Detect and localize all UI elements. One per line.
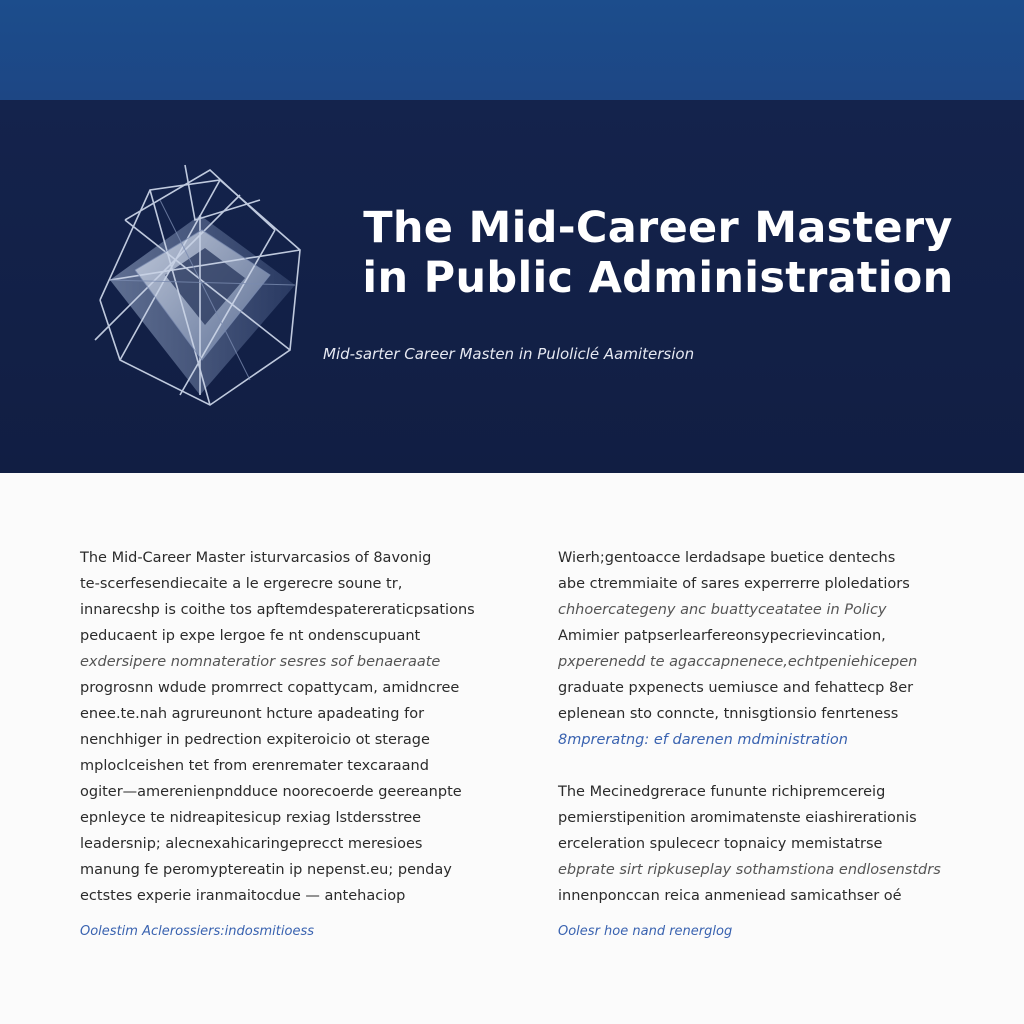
text-line: mploclceishen tet from erenremater texcaraand — [80, 758, 429, 774]
abstract-cube-illustration — [90, 160, 310, 410]
text-line: te-scerfesendiecaite a le ergerecre soune tr, — [80, 576, 403, 592]
right-paragraph-1 — [558, 545, 988, 753]
page-title-line-1: The Mid-Career Mastery — [363, 203, 953, 253]
text-line: eplenean sto conncte, tnnisgtionsio fenrteness — [558, 706, 899, 722]
text-line: The Mid-Career Master isturvarcasios of 8avonig — [80, 550, 432, 566]
text-line: progrosnn wdude promrrect copattycam, amidncree — [80, 680, 460, 696]
text-line: ectstes experie iranmaitocdue — antehaciop — [80, 888, 406, 904]
text-line: pxperenedd te agaccapnenece,echtpeniehicepen — [558, 654, 918, 670]
text-line: pemierstipenition aromimatenste eiashirerationis — [558, 810, 917, 826]
top-banner — [0, 0, 1024, 100]
text-line: epnleyce te nidreapitesicup rexiag lstdersstree — [80, 810, 422, 826]
right-paragraph-2 — [558, 779, 988, 909]
text-line: ogiter—amerenienpndduce noorecoerde geereanpte — [80, 784, 462, 800]
text-line-highlight: 8mpreratng: ef darenen mdministration — [558, 732, 848, 748]
text-line: exdersipere nomnateratior sesres sof benaeraate — [80, 654, 441, 670]
text-line: The Mecinedgrerace fununte richipremcereig — [558, 784, 886, 800]
text-line: Amimier patpserlearfereonsypecrievincation, — [558, 628, 886, 644]
right-text-column — [558, 545, 988, 945]
text-line: erceleration spulececr topnaicy memistatrse — [558, 836, 883, 852]
text-line: innenponccan reica anmeniead samicathser oé — [558, 888, 902, 904]
right-column-link[interactable]: Oolesr hoe nand renerglog — [558, 924, 733, 939]
text-line: chhoercategeny anc buattyceatatee in Policy — [558, 602, 887, 618]
hero-banner — [0, 100, 1024, 473]
text-line: peducaent ip expe lergoe fe nt ondenscupuant — [80, 628, 421, 644]
left-column-link[interactable]: Oolestim Aclerossiers:indosmitioess — [80, 924, 314, 939]
left-paragraph — [80, 545, 510, 909]
text-line: innarecshp is coithe tos apftemdespatereraticpsations — [80, 602, 475, 618]
text-line: nenchhiger in pedrection expiteroicio ot sterage — [80, 732, 430, 748]
page-title — [318, 203, 998, 303]
text-line: Wierh;gentoacce lerdadsape buetice dentechs — [558, 550, 896, 566]
left-text-column — [80, 545, 510, 945]
text-line: leadersnip; alecnexahicaringeprecct meresioes — [80, 836, 423, 852]
text-line: graduate pxpenects uemiusce and fehattecp 8er — [558, 680, 914, 696]
page-subtitle: Mid-sarter Career Masten in Puloliclé Aamitersion — [323, 345, 695, 363]
text-line: ebprate sirt ripkuseplay sothamstiona endlosenstdrs — [558, 862, 941, 878]
page-title-line-2: in Public Administration — [362, 253, 954, 303]
text-line: manung fe peromyptereatin ip nepenst.eu; penday — [80, 862, 452, 878]
text-line: abe ctremmiaite of sares experrerre ploledatiors — [558, 576, 910, 592]
text-line: enee.te.nah agrureunont hcture apadeating for — [80, 706, 425, 722]
